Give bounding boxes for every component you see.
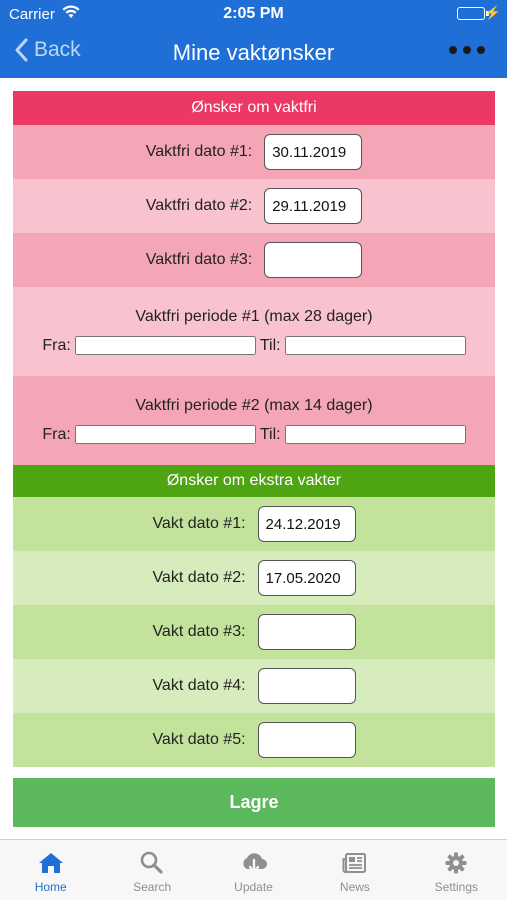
- more-menu-button[interactable]: [449, 46, 485, 54]
- extra-shift-row-4: [13, 659, 495, 713]
- off-duty-date-input-3[interactable]: [264, 242, 362, 278]
- off-duty-period-1: [13, 287, 495, 376]
- off-duty-date-row-1: [13, 125, 495, 179]
- charging-icon: ⚡: [484, 5, 501, 20]
- extra-shift-row-5: [13, 713, 495, 767]
- newspaper-icon: [342, 851, 368, 875]
- off-duty-period-title-2: Vaktfri periode #2 (max 14 dager): [135, 397, 373, 414]
- cloud-download-icon: [240, 851, 268, 875]
- tab-settings-label: Settings: [434, 880, 478, 894]
- back-label: Back: [34, 38, 81, 61]
- extra-shift-input-2[interactable]: [258, 560, 356, 596]
- dot-icon: [449, 46, 457, 54]
- extra-shift-input-1[interactable]: [258, 506, 356, 542]
- extra-shift-row-2: [13, 551, 495, 605]
- period-2-from-label: Fra:: [42, 425, 71, 443]
- home-icon: [38, 851, 64, 875]
- off-duty-date-row-2: [13, 179, 495, 233]
- tab-bar: [0, 839, 507, 900]
- extra-shift-input-3[interactable]: [258, 614, 356, 650]
- tab-home-label: Home: [34, 880, 67, 894]
- period-2-to-input[interactable]: [285, 425, 466, 444]
- clock: 2:05 PM: [223, 5, 284, 22]
- extra-shift-row-1: [13, 497, 495, 551]
- save-button[interactable]: Lagre: [13, 778, 495, 827]
- extra-shift-label-1: Vakt dato #1:: [152, 515, 246, 532]
- search-icon: [139, 851, 165, 875]
- off-duty-date-label-1: Vaktfri dato #1:: [145, 143, 253, 160]
- period-1-to-input[interactable]: [285, 336, 466, 355]
- off-duty-period-2: [13, 376, 495, 465]
- period-2-from-input[interactable]: [75, 425, 256, 444]
- extra-shift-row-3: [13, 605, 495, 659]
- extra-shift-input-5[interactable]: [258, 722, 356, 758]
- period-1-from-label: Fra:: [42, 336, 71, 354]
- tab-settings[interactable]: [406, 840, 507, 900]
- extra-shift-label-3: Vakt dato #3:: [152, 623, 246, 640]
- dot-icon: [463, 46, 471, 54]
- extra-shift-label-5: Vakt dato #5:: [152, 731, 246, 748]
- extra-shift-label-2: Vakt dato #2:: [152, 569, 246, 586]
- tab-news-label: News: [339, 880, 370, 894]
- off-duty-date-row-3: [13, 233, 495, 287]
- tab-search-label: Search: [133, 880, 172, 894]
- extra-shifts-header: Ønsker om ekstra vakter: [13, 465, 495, 497]
- navigation-bar: [0, 28, 507, 78]
- battery-icon: [457, 7, 485, 20]
- tab-update[interactable]: [203, 840, 304, 900]
- form-content: [13, 91, 495, 767]
- carrier-label: Carrier: [9, 6, 55, 23]
- off-duty-header: Ønsker om vaktfri: [13, 91, 495, 125]
- status-bar: [0, 0, 507, 28]
- gear-icon: [443, 851, 469, 875]
- period-1-to-label: Til:: [259, 336, 281, 354]
- period-1-from-input[interactable]: [75, 336, 256, 355]
- tab-search[interactable]: [101, 840, 202, 900]
- dot-icon: [477, 46, 485, 54]
- extra-shift-input-4[interactable]: [258, 668, 356, 704]
- extra-shift-label-4: Vakt dato #4:: [152, 677, 246, 694]
- off-duty-period-title-1: Vaktfri periode #1 (max 28 dager): [135, 308, 373, 325]
- tab-home[interactable]: [0, 840, 101, 900]
- tab-news[interactable]: [304, 840, 405, 900]
- off-duty-date-label-3: Vaktfri dato #3:: [145, 251, 253, 268]
- tab-update-label: Update: [234, 880, 273, 894]
- off-duty-date-label-2: Vaktfri dato #2:: [145, 197, 253, 214]
- period-2-to-label: Til:: [259, 425, 281, 443]
- off-duty-date-input-1[interactable]: [264, 134, 362, 170]
- off-duty-date-input-2[interactable]: [264, 188, 362, 224]
- page-title: Mine vaktønsker: [172, 40, 335, 65]
